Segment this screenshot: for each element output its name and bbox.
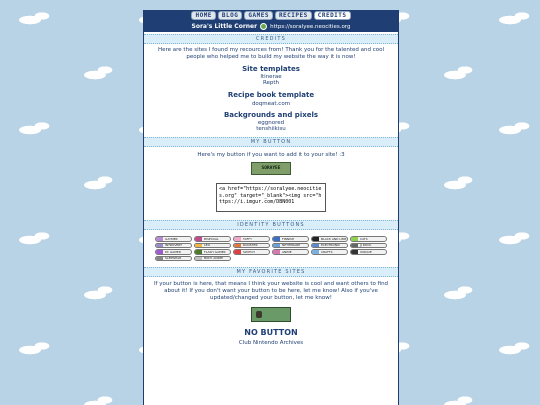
nav-credits-button[interactable]: CREDITS (314, 11, 351, 20)
badge-flag-icon (156, 250, 163, 254)
identity-badge (311, 249, 348, 255)
identity-badge (350, 236, 387, 242)
button-code-textarea[interactable]: <a href="https://soralyee.neocities.org" target="_blank"><img src="https://i.imgur.com/DBN001 (216, 183, 326, 212)
nav-bar (144, 11, 398, 20)
identity-badge (194, 249, 231, 255)
nav-home-button[interactable]: HOME (191, 11, 215, 20)
globe-icon (260, 23, 267, 30)
nav-blog-button[interactable]: BLOG (218, 11, 242, 20)
my-button-section-header: MY BUTTON (144, 137, 398, 147)
favorites-text: If your button is here, that means I think your website is cool and want others to find about it! If you don't want your button to be here, let me know! Also if you've updated/changed your button, let me know! (153, 281, 389, 301)
badge-flag-icon (312, 250, 319, 254)
badge-label: JJ ROCK (360, 243, 372, 248)
badge-flag-icon (351, 250, 358, 254)
badge-label: BISEXUAL (204, 236, 219, 241)
credits-intro: Here are the sites I found my recources from! Thank you for the talented and cool people who helped me to build my website the way it is now! (158, 47, 384, 60)
identity-badge (155, 236, 192, 242)
favorite-site-link[interactable]: Club Nintendo Archives (238, 340, 304, 346)
credit-link[interactable]: doqmeat.com (251, 101, 291, 107)
identity-badge (350, 249, 387, 255)
favorites-section-header: MY FAVORITE SITES (144, 267, 398, 277)
main-container (143, 10, 399, 405)
site-title: Sora's Little Corner (191, 23, 258, 30)
badge-label: NETHERARE (282, 243, 301, 248)
my-button-text: Here's my button if you want to add it to your site! :3 (197, 152, 345, 158)
badge-label: BLACK AND LIME (321, 236, 347, 241)
badge-label: ROOSTER (243, 243, 258, 248)
badge-flag-icon (156, 237, 163, 241)
badge-flag-icon (195, 243, 202, 247)
nav-recipes-button[interactable]: RECIPES (275, 11, 312, 20)
identity-badge (272, 243, 309, 249)
badge-flag-icon (351, 243, 358, 247)
identity-badge (233, 249, 270, 255)
badge-flag-icon (195, 250, 202, 254)
badge-flag-icon (351, 237, 358, 241)
identity-badge (194, 236, 231, 242)
badge-flag-icon (156, 243, 163, 247)
badge-flag-icon (234, 243, 241, 247)
no-button-heading: NO BUTTON (244, 328, 298, 337)
badge-label: LEO (204, 243, 210, 248)
badge-label: CATS (360, 236, 368, 241)
credit-link[interactable]: eggnored (257, 120, 285, 126)
badge-flag-icon (273, 243, 280, 247)
badge-label: ELECTRONIC (321, 243, 341, 248)
badge-label: SWITCH (243, 249, 255, 254)
site-info (144, 22, 398, 31)
identity-badge (233, 236, 270, 242)
badge-flag-icon (234, 250, 241, 254)
credit-link[interactable]: Repth (262, 80, 280, 86)
identity-badge (194, 243, 231, 249)
identity-section-header: IDENTITY BUTTONS (144, 220, 398, 230)
badge-flag-icon (195, 237, 202, 241)
identity-badge (311, 243, 348, 249)
badge-flag-icon (273, 237, 280, 241)
favorite-site-button[interactable] (251, 307, 291, 322)
badge-label: PC GAMER (165, 249, 181, 254)
badge-label: FINNISH (282, 236, 295, 241)
badge-flag-icon (312, 243, 319, 247)
identity-badge (272, 236, 309, 242)
identity-badges-grid (144, 236, 398, 261)
badge-flag-icon (273, 250, 280, 254)
identity-badge (155, 243, 192, 249)
badge-label: SLEPWEAR (165, 256, 182, 261)
badge-flag-icon (156, 256, 163, 260)
badge-flag-icon (234, 237, 241, 241)
badge-label: GAYMER (165, 236, 178, 241)
recipe-template-heading: Recipe book template (227, 91, 315, 99)
badge-label: TAFFY (243, 236, 252, 241)
identity-badge (350, 243, 387, 249)
credit-link[interactable]: Itinerae (260, 74, 282, 80)
site-templates-heading: Site templates (242, 65, 300, 73)
site-url-link[interactable]: https://soralyee.neocities.org (270, 23, 351, 30)
badge-flag-icon (312, 237, 319, 241)
credit-link[interactable]: tenshiikisu (256, 126, 286, 132)
badge-label: CRAFTS (321, 249, 333, 254)
nav-games-button[interactable]: GAMES (244, 11, 273, 20)
identity-badge (194, 256, 231, 262)
bison-icon (256, 311, 262, 318)
badge-label: ANIME (282, 249, 292, 254)
badge-label: INTROVERT (165, 243, 183, 248)
backgrounds-heading: Backgrounds and pixels (223, 111, 319, 119)
badge-label: FLASH GAMER (204, 249, 226, 254)
top-bar (144, 10, 398, 32)
identity-badge (233, 243, 270, 249)
badge-flag-icon (195, 256, 202, 260)
identity-badge (311, 236, 348, 242)
badge-label: BODY ANIME (204, 256, 223, 261)
identity-badge (155, 256, 192, 262)
badge-label: UNIQUE (360, 249, 372, 254)
credits-section-header: CREDITS (144, 34, 398, 44)
identity-badge (155, 249, 192, 255)
identity-badge (272, 249, 309, 255)
site-button-image[interactable]: SORAYEE (251, 162, 291, 175)
